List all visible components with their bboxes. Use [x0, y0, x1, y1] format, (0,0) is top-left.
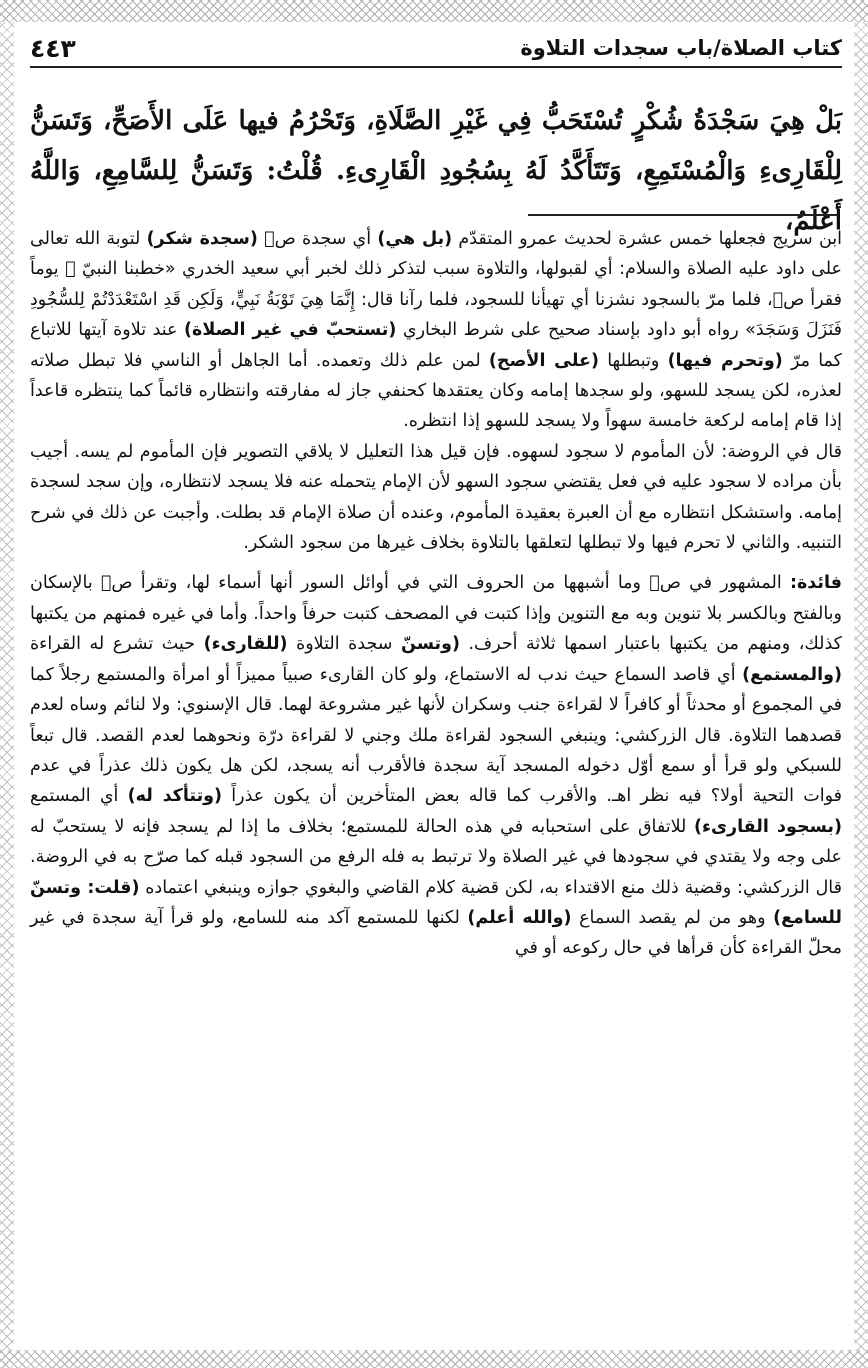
commentary: [30, 224, 842, 964]
text-segment: أي سجدة صۤ: [257, 229, 378, 249]
bold-quote-segment: (وتحرم فيها): [667, 350, 783, 371]
text-segment: أي المستمع: [30, 786, 128, 807]
bold-quote-segment: (والمستمع): [742, 664, 842, 685]
bold-quote-segment: (سجدة شكر): [146, 229, 258, 249]
text-segment: لكنها للمستمع آكد منه للسامع، ولو قرأ آية سجدة في غير محلّ القراءة كأن قرأها في حال ركوعه أو في: [30, 907, 842, 959]
main-text-paragraph: بَلْ هِيَ سَجْدَةُ شُكْرٍ تُسْتَحَبُّ فِي غَيْرِ الصَّلَاةِ، وَتَحْرُمُ فيها عَلَى الأَصَحِّ، وَتَسَنُّ لِلْقَارِىءِ وَالْمُسْتَمِعِ، وَتَتَأَكَّدُ لَهُ بِسُجُودِ الْقَارِىءِ. قُلْتُ: وَتَسَنُّ لِلسَّامِعِ، وَاللَّهُ أَعْلَمُ،: [30, 106, 842, 236]
chapter-title: كتاب الصلاة/باب سجدات التلاوة: [520, 36, 842, 60]
text-segment: عند تلاوة آيتها للاتباع كما مرّ: [30, 320, 843, 371]
bold-quote-segment: (بل هي): [377, 229, 453, 249]
text-segment: وهو من لم يقصد السماع: [571, 907, 774, 928]
running-header: [30, 30, 842, 68]
bold-quote-segment: (والله أعلم): [467, 907, 572, 928]
text-segment: أي قاصد السماع حيث ندب له الاستماع، ولو كان القارىء صبياً مميزاً أو امرأة والمستمع رجلاً كما في المجموع أو محدثاً أو كافراً لا لقراءة جنب وسكران لأنها غير مشروعة لهما. قال الإسنوي: ولا لنائم وساه لعدم قصدهما التلاوة. قال الزركشي: وينبغي السجود لقراءة ملك وجني لا لقراءة درّة ونحوهما لعدم القصد. قال تبعاً للسبكي ولو قرأ أو سمع أوّل دخوله المسجد آية سجدة فالأقرب أنه يسجد، لكن هل يكون ذلك عذراً في عدم فوات التحية أولا؟ فيه نظر اهـ. والأقرب كما قاله بعض المتأخرين أن يكون عذراً: [30, 664, 842, 807]
text-segment: المشهور في صۤ وما أشبهها من الحروف التي في أوائل السور أنها أسماء لها، وتقرأ صۤ بالإسكان وبالفتح وبالكسر بلا تنوين وبه مع التنوين وإذا كتبت في المصحف كتبت حرفاً واحداً. وأما في غيره فمنهم من يكتبها كذلك، ومنهم من يكتبها باعتبار اسمها ثلاثة أحرف.: [30, 573, 842, 655]
text-segment: سجدة التلاوة: [287, 634, 401, 655]
text-segment: حيث تشرع له القراءة: [30, 634, 204, 655]
text-segment: لتوبة الله تعالى على داود عليه الصلاة والسلام: أي لقبولها، والتلاوة سبب لتذكر ذلك لخبر أبي سعيد الخدري «خطبنا النبيّ ﷺ يوماً فقرأ صۤ، فلما مرّ بالسجود نشزنا أي تهيأنا للسجود، فلما رآنا قال: إِنَّمَا هِيَ تَوْبَةُ نَبِيٍّ، وَلَكِن قَدِ اسْتَعْدَدْتُمْ لِلسُّجُودِ فَنَزَلَ وَسَجَدَ» رواه أبو داود بإسناد صحيح على شرط البخاري: [30, 229, 843, 341]
page-number: ٤٤٣: [30, 33, 76, 63]
bold-quote-segment: (وتسنّ: [400, 634, 460, 655]
footnote-divider: [528, 214, 838, 216]
ornamental-border-top: [0, 0, 868, 22]
bold-quote-segment: (على الأصح): [488, 350, 599, 371]
text-segment: للاتفاق على استحبابه في هذه الحالة للمستمع؛ بخلاف ما إذا لم يسجد فإنه لا يستحبّ له على وجه ولا يقتدي في سجودها في غير الصلاة ولا ترتبط به فله الرفع من السجود قبله كما صرّح به في الروضة. قال الزركشي: وقضية ذلك منع الاقتداء به، لكن قضية كلام القاضي والبغوي جوازه وينبغي اعتماده: [30, 816, 842, 898]
text-segment: وتبطلها: [599, 350, 668, 371]
bold-quote-segment: (قلت: وتسنّ للسامع): [30, 877, 842, 928]
bold-quote-segment: (تستحبّ في غير الصلاة): [184, 320, 397, 341]
commentary-paragraph-1: [30, 224, 842, 437]
ornamental-border-bottom: [0, 1350, 868, 1368]
commentary-paragraph-3: [30, 568, 842, 963]
bold-quote-segment: (وتتأكد له): [127, 786, 223, 807]
bold-quote-segment: فائدة:: [789, 573, 842, 594]
commentary-paragraph-2: قال في الروضة: لأن المأموم لا سجود لسهوه. فإن قيل هذا التعليل لا يلاقي التصوير فإن المأموم لم يسه. أجيب بأن مراده لا سجود عليه في فعل يقتضي سجود السهو لأن الإمام يتحمله عنه فلا يسجد لانتظاره، وإن سجد لسجدة إمامه. واستشكل انتظاره مع أن العبرة بعقيدة المأموم، وعنده أن صلاة الإمام قد بطلت. وأجبت عن ذلك في شرح التنبيه. والثاني لا تحرم فيها ولا تبطلها لتعلقها بالتلاوة بخلاف غيرها من سجود الشكر.: [30, 441, 842, 554]
text-segment: لمن علم ذلك وتعمده. أما الجاهل أو الناسي فلا تبطل صلاته لعذره، لكن يسجد للسهو، ولو سجدها إمامه وكان يعتقدها كحنفي جاز له مفارقته وانتظاره قائماً كما ينتظره قاعداً إذا قام إمامه لركعة خامسة سهواً ولا يسجد للسهو إذا انتظره.: [30, 350, 842, 432]
text-segment: ابن سريج فجعلها خمس عشرة لحديث عمرو المتقدّم: [452, 229, 842, 249]
ornamental-border-left: [0, 22, 14, 1350]
bold-quote-segment: (للقارىء): [203, 634, 288, 655]
ornamental-border-right: [854, 22, 868, 1350]
bold-quote-segment: (بسجود القارىء): [694, 816, 842, 837]
